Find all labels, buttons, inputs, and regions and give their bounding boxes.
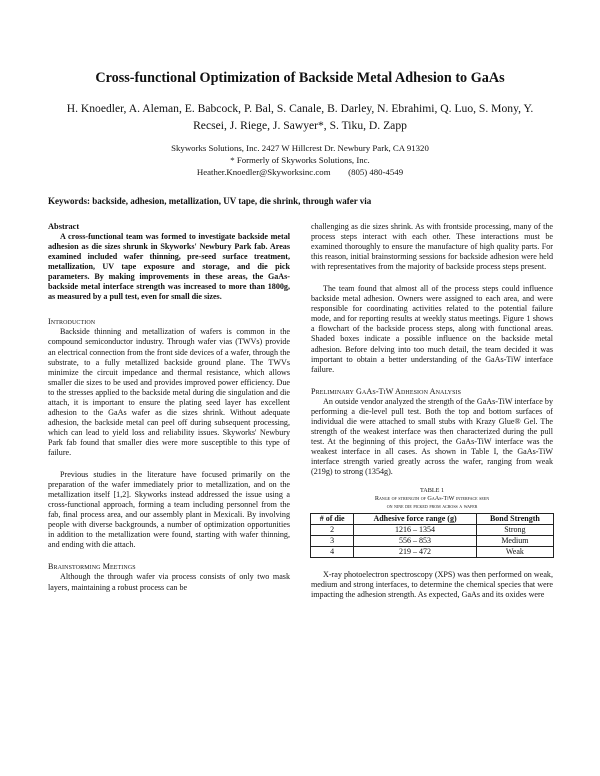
table-header-cell: # of die (311, 514, 354, 525)
xps-paragraph-1: X-ray photoelectron spectroscopy (XPS) was then performed on weak, medium and strong interfaces, to determine the chemical species that were impacting the adhesion strength. As expected, GaAs and its oxides were (311, 570, 553, 600)
table-row (311, 547, 554, 558)
brainstorming-paragraph-2: The team found that almost all of the process steps could influence backside metal adhesion. Owners were assigned to each area, and were responsible for coordinating activities related to the potential failure mode, and for reporting results at weekly status meetings. Figure 1 shows a flowchart of the backside process steps, along with functional areas. Shaded boxes indicate a possible influence on the backside metal adhesion. Before delving into too much detail, the team decided it was important to obtain a better understanding of the GaAs-TiW interface failure. (311, 284, 553, 374)
table-cell: Weak (476, 547, 553, 558)
table-cell: Medium (476, 536, 553, 547)
adhesion-table (310, 513, 554, 558)
affiliation-former-note: * Formerly of Skyworks Solutions, Inc. (230, 155, 370, 166)
intro-paragraph-2: Previous studies in the literature have focused primarily on the preparation of the wafer immediately prior to metallization, and on the metallization itself [1,2]. Skyworks instead addressed the issue using a cross-functional approach, forming a team including personnel from the fab, final process area, and our assembly plant in Mexicali. By involving people with diverse backgrounds, a number of optimization opportunities in addition to the metallization were found, starting with wafer thinning, and ending with die attach. (48, 470, 290, 550)
brainstorming-heading: Brainstorming Meetings (48, 562, 136, 572)
preliminary-analysis-heading: Preliminary GaAs-TiW Adhesion Analysis (311, 386, 462, 396)
table-number: TABLE 1 (419, 487, 445, 495)
table-caption (311, 487, 553, 511)
contact-line: Heather.Knoedler@Skyworksinc.com (805) 480-4549 (196, 167, 404, 178)
table-cell: 2 (311, 525, 354, 536)
table-cell: 4 (311, 547, 354, 558)
table-header-cell: Bond Strength (476, 514, 553, 525)
brainstorming-paragraph-1-cont: challenging as die sizes shrink. As with frontside processing, many of the process steps interact with each other. These interactions must be examined thoroughly to ensure the manufacture of high quality parts. For this reason, initial brainstorming sessions for backside adhesion were held with representatives from the majority of backside process steps present. (311, 222, 553, 272)
author-list: H. Knoedler, A. Aleman, E. Babcock, P. Bal, S. Canale, B. Darley, N. Ebrahimi, Q. Luo, S. Mony, Y. Recsei, J. Riege, J. Sawyer*, S. Tiku, D. Zapp (66, 102, 534, 132)
table-caption-line-1: Range of strength of GaAs-TiW interface seen (374, 495, 490, 503)
table-cell: 1216 – 1354 (354, 525, 476, 536)
table-cell: 3 (311, 536, 354, 547)
table-header-cell: Adhesive force range (g) (354, 514, 476, 525)
intro-paragraph-1: Backside thinning and metallization of wafers is common in the compound semiconductor industry. Through wafer vias (TWVs) provide an electrical connection from the front side devices of a wafer, through the substrate, to a fully metallized backside ground plane. The TWVs minimize the circuit impedance and thermal resistance, which allows smaller die sizes to be used and provides improved power efficiency. Due to the stresses applied to the backside metal during die singulation and die attach, it is important to ensure the plating seed layer has excellent adhesion to the GaAs wafer as die sizes shrink. Without adequate adhesion, the backside metal can peel off during subsequent processing, which can lead to yield loss and reliability issues. Skyworks' Newbury Park fab found that smaller dies were more susceptible to this type of failure. (48, 327, 290, 457)
table-header-row (311, 514, 554, 525)
table-cell: Strong (476, 525, 553, 536)
keywords-line: Keywords: backside, adhesion, metallization, UV tape, die shrink, through wafer via (48, 196, 372, 206)
table-caption-line-2: on nine die picked from across a wafer (386, 503, 478, 511)
left-column (48, 222, 290, 593)
preliminary-paragraph-1: An outside vendor analyzed the strength of the GaAs-TiW interface by performing a die-level pull test. Both the top and bottom surfaces of individual die were attached to small stubs with Krazy Glue® Gel. The strength of the weakest interface was then characterized during the pull test. At the beginning of this project, the GaAs-TiW interface was the weakest interface in all cases. As shown in Table I, the GaAs-TiW interface strength varied greatly across the wafer, ranging from weak (219g) to strong (1354g). (311, 396, 553, 477)
table-row (311, 525, 554, 536)
brainstorming-paragraph-1: Although the through wafer via process consists of only two mask layers, maintaining a robust process can be (48, 572, 290, 592)
table-cell: 556 – 853 (354, 536, 476, 547)
abstract-body: A cross-functional team was formed to investigate backside metal adhesion as die sizes shrunk in Skyworks' Newbury Park fab. Areas examined included wafer thinning, pre-seed surface treatment, metallization, UV tape exposure and storage, and die pick parameters. By making improvements in these areas, the GaAs-backside metal interface strength was increased to more than 1800g, as measured by a pull test, even for small die sizes. (48, 232, 290, 302)
abstract-heading: Abstract (48, 222, 80, 231)
right-column (311, 222, 553, 600)
affiliation-address: Skyworks Solutions, Inc. 2427 W Hillcrest Dr. Newbury Park, CA 91320 (171, 143, 429, 153)
table-cell: 219 – 472 (354, 547, 476, 558)
table-row (311, 536, 554, 547)
introduction-heading: Introduction (48, 317, 96, 327)
table-1-block (311, 487, 553, 558)
affiliation-block (60, 142, 540, 179)
paper-title: Cross-functional Optimization of Backside Metal Adhesion to GaAs (95, 70, 505, 86)
